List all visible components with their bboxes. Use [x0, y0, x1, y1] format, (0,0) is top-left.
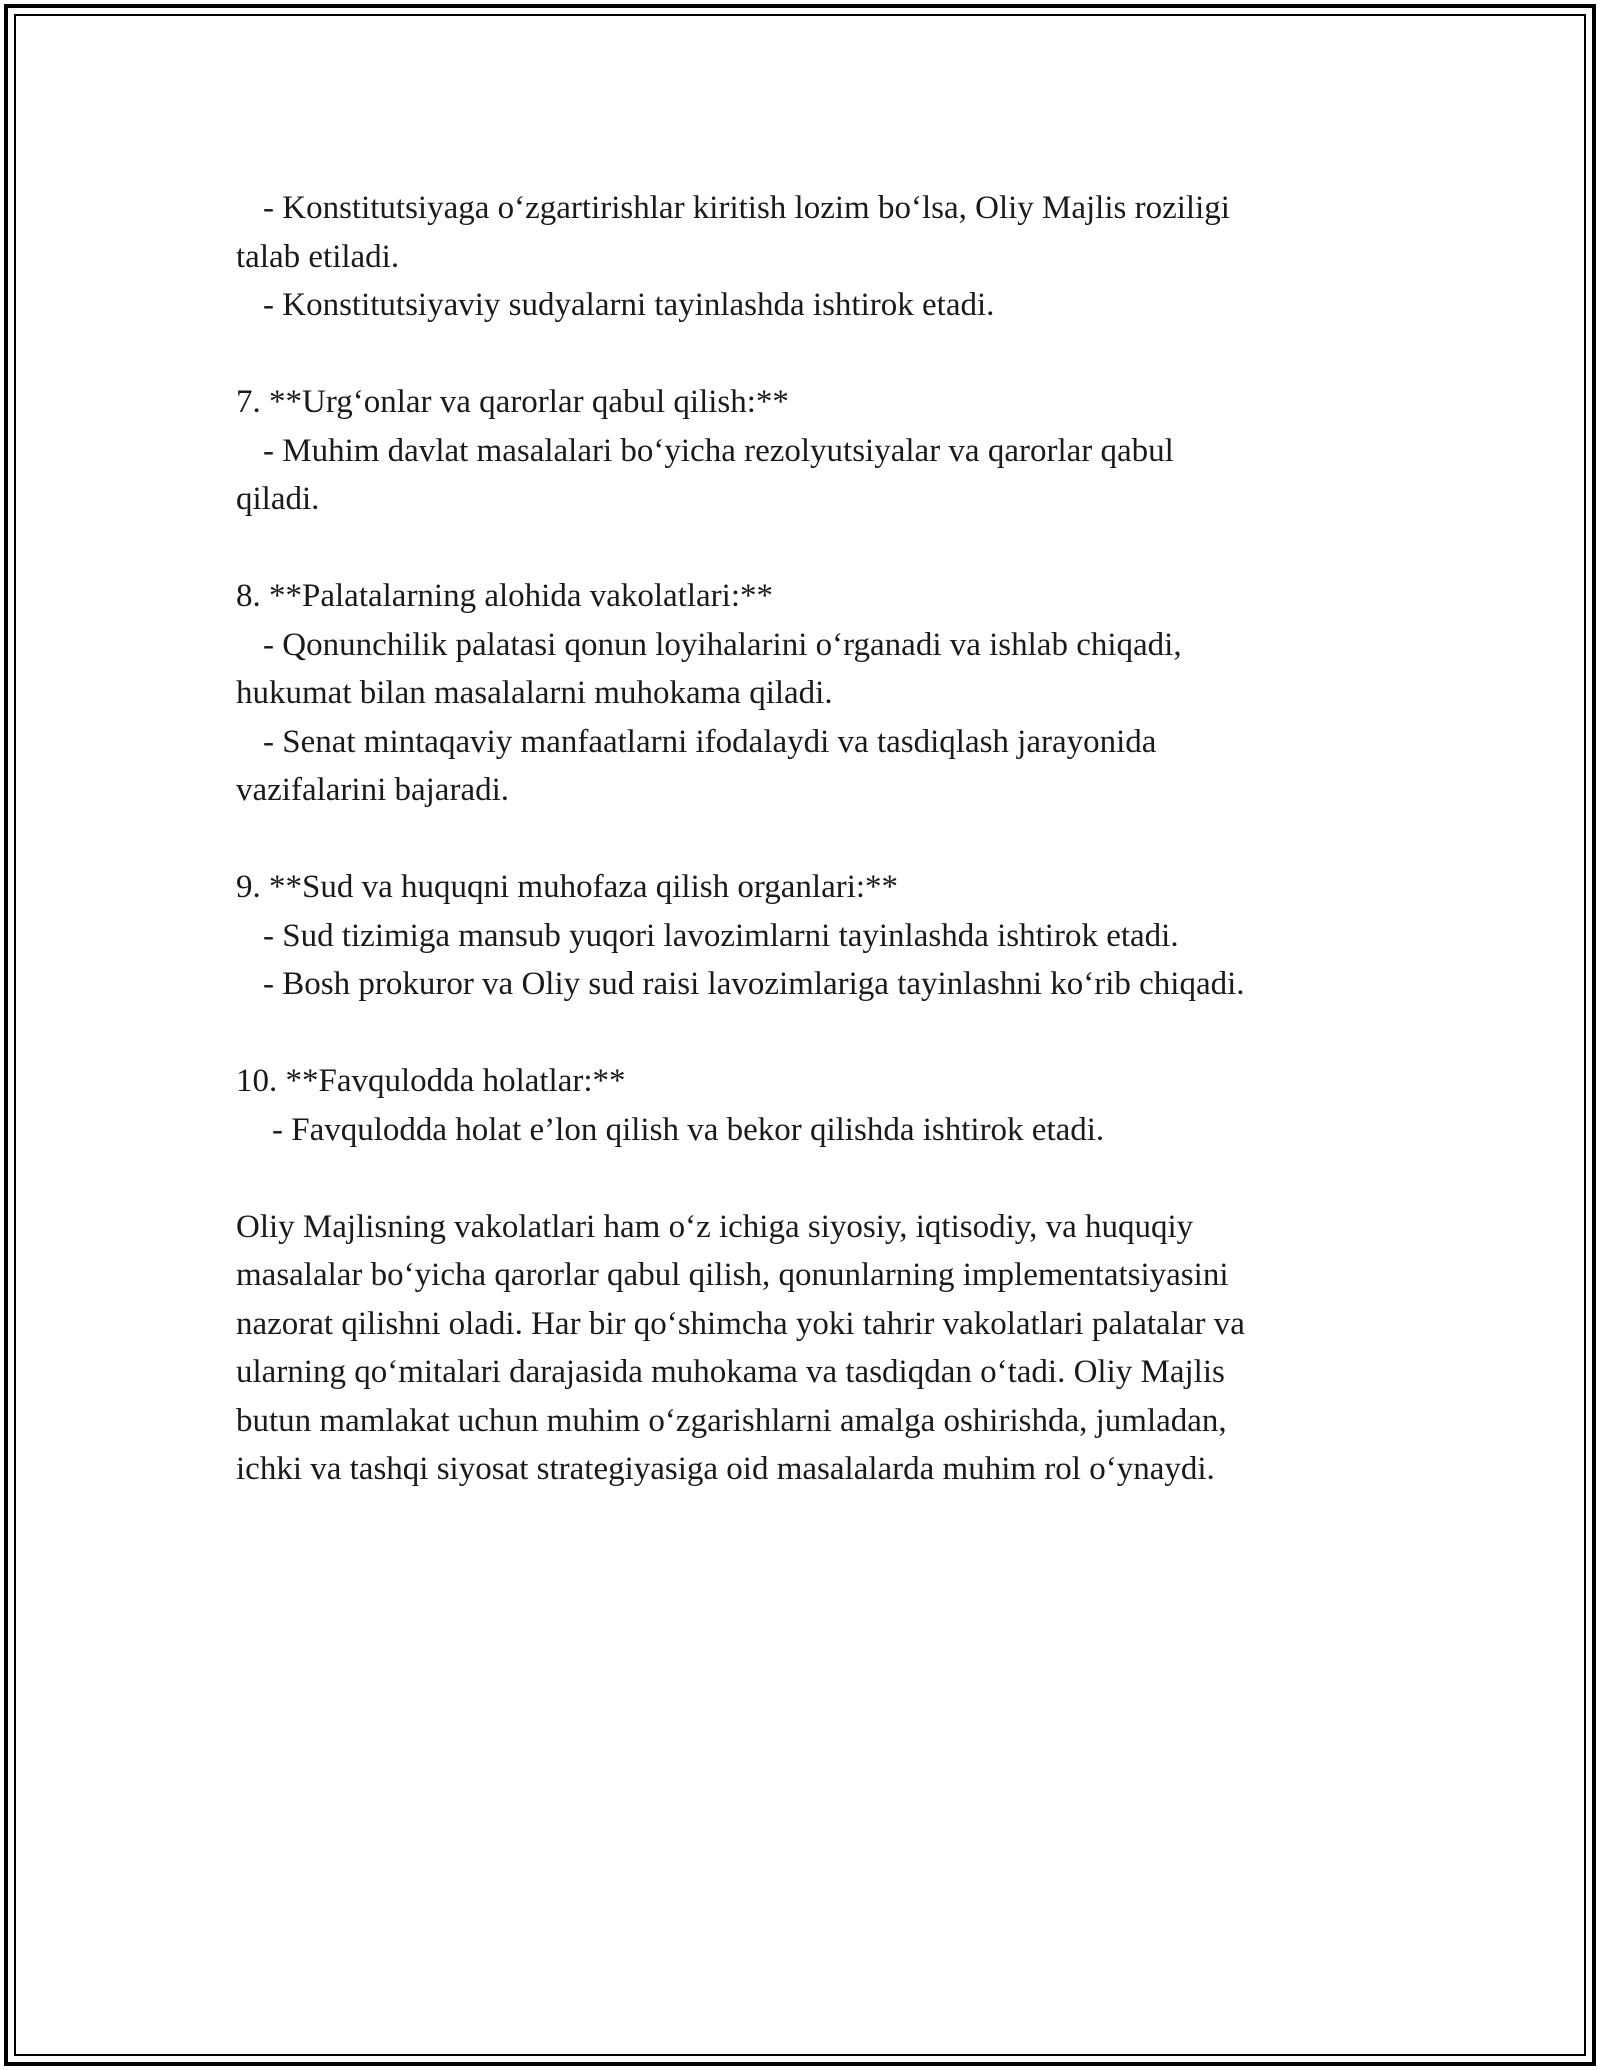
section-heading-9: 9. **Sud va huquqni muhofaza qilish organlari:** — [236, 869, 899, 905]
conclusion-line: butun mamlakat uchun muhim o‘zgarishlarni amalga oshirishda, jumladan, — [236, 1402, 1227, 1439]
text-line: - Senat mintaqaviy manfaatlarni ifodalaydi va tasdiqlash jarayonida — [263, 723, 1157, 760]
section-heading-10: 10. **Favqulodda holatlar:** — [236, 1063, 626, 1099]
section-heading-8: 8. **Palatalarning alohida vakolatlari:** — [236, 578, 774, 614]
text-line: - Qonunchilik palatasi qonun loyihalarini o‘rganadi va ishlab chiqadi, — [263, 626, 1182, 663]
text-line: - Bosh prokuror va Oliy sud raisi lavozimlariga tayinlashni ko‘rib chiqadi. — [263, 966, 1245, 1002]
text-line: - Sud tizimiga mansub yuqori lavozimlarni tayinlashda ishtirok etadi. — [263, 917, 1179, 954]
section-heading-7: 7. **Urg‘onlar va qarorlar qabul qilish:** — [236, 384, 789, 420]
conclusion-line: Oliy Majlisning vakolatlari ham o‘z ichiga siyosiy, iqtisodiy, va huquqiy — [236, 1208, 1194, 1245]
text-line: - Muhim davlat masalalari bo‘yicha rezolyutsiyalar va qarorlar qabul — [263, 432, 1174, 469]
paragraph-gap — [236, 1009, 1366, 1058]
conclusion-line: ichki va tashqi siyosat strategiyasiga oid masalalarda muhim rol o‘ynaydi. — [236, 1451, 1215, 1487]
paragraph-gap — [236, 330, 1366, 379]
text-line: - Favqulodda holat e’lon qilish va bekor qilishda ishtirok etadi. — [272, 1111, 1105, 1148]
document-body — [236, 184, 1366, 1494]
text-line: - Konstitutsiyaviy sudyalarni tayinlashda ishtirok etadi. — [263, 287, 995, 323]
text-line: vazifalarini bajaradi. — [236, 772, 510, 808]
conclusion-line: nazorat qilishni oladi. Har bir qo‘shimcha yoki tahrir vakolatlari palatalar va — [236, 1305, 1245, 1342]
text-line: talab etiladi. — [236, 238, 400, 275]
text-line: qiladi. — [236, 481, 320, 517]
paragraph-gap — [236, 1154, 1366, 1203]
text-line: hukumat bilan masalalarni muhokama qiladi. — [236, 675, 833, 711]
paragraph-gap — [236, 524, 1366, 573]
conclusion-line: ularning qo‘mitalari darajasida muhokama va tasdiqdan o‘tadi. Oliy Majlis — [236, 1354, 1225, 1390]
paragraph-gap — [236, 815, 1366, 864]
text-line: - Konstitutsiyaga o‘zgartirishlar kiritish lozim bo‘lsa, Oliy Majlis roziligi — [263, 190, 1230, 226]
conclusion-line: masalalar bo‘yicha qarorlar qabul qilish, qonunlarning implementatsiyasini — [236, 1257, 1229, 1293]
